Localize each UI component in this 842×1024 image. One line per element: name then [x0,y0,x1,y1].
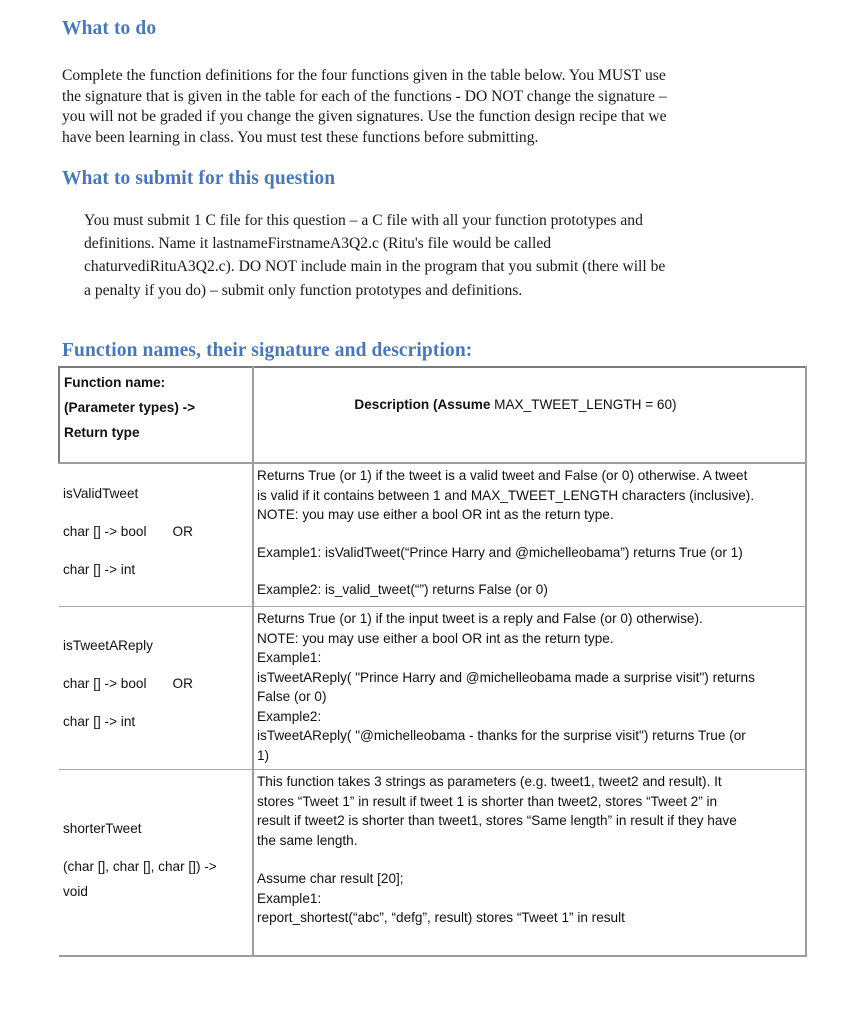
table-header-row [59,367,806,463]
header-label: Function name: [64,375,166,390]
description-line: Returns True (or 1) if the tweet is a valid tweet and False (or 0) otherwise. A tweet [257,468,748,483]
table-row [59,607,806,770]
paragraph-line: a penalty if you do) – submit only function prototypes and definitions. [84,281,523,299]
description-line: is valid if it contains between 1 and MAX_TWEET_LENGTH characters (inclusive). [257,487,755,503]
function-signature-cell [59,607,253,770]
description-line: NOTE: you may use either a bool OR int as the return type. [257,630,614,646]
description-line: Returns True (or 1) if the input tweet is a reply and False (or 0) otherwise). [257,611,703,626]
paragraph-line: You must submit 1 C file for this question – a C file with all your function prototypes and [84,212,643,229]
paragraph-line: the signature that is given in the table for each of the functions - DO NOT change the signature – [62,87,667,105]
signature: (char [], char [], char []) -> [63,859,217,874]
function-description-cell [253,770,806,957]
table-row [59,463,806,607]
signature: char [] -> int [63,562,136,577]
function-description-cell [253,607,806,770]
header-label: (Parameter types) -> [64,400,196,415]
header-cell-description [253,367,806,463]
paragraph-line: Complete the function definitions for the four functions given in the table below. You MUST use [62,67,666,84]
paragraph-line: you will not be graded if you change the given signatures. Use the function design recipe that we [62,108,667,126]
heading-what-to-do: What to do [62,18,157,39]
header-description-rest: MAX_TWEET_LENGTH = 60) [494,397,677,412]
function-name: shorterTweet [63,821,142,836]
function-description-cell [253,463,806,607]
what-to-do-paragraph [62,66,667,148]
signature-line [63,665,252,703]
function-signature-cell [59,463,253,607]
signature: char [] -> int [63,714,136,729]
description-line: stores “Tweet 1” in result if tweet 1 is shorter than tweet2, stores “Tweet 2” in [257,793,718,809]
paragraph-line: definitions. Name it lastnameFirstnameA3Q2.c (Ritu's file would be called [84,235,552,253]
example-line: Example1: isValidTweet(“Prince Harry and @michelleobama”) returns True (or 1) [257,544,743,560]
heading-function-names: Function names, their signature and description: [62,340,473,361]
description-line: Assume char result [20]; [257,871,404,886]
return-type: void [63,884,88,899]
description-line: 1) [257,747,270,763]
description-line: Example2: [257,708,322,724]
paragraph-line: chaturvediRituA3Q2.c). DO NOT include main in the program that you submit (there will be [84,258,666,276]
signature-line [63,513,252,551]
function-name: isTweetAReply [63,638,153,653]
description-line: Example1: [257,650,322,665]
signature: char [] -> bool [63,676,147,691]
header-label: Return type [64,425,140,440]
description-line: False (or 0) [257,689,327,704]
description-line: This function takes 3 strings as parameters (e.g. tweet1, tweet2 and result). It [257,774,722,789]
paragraph-line: have been learning in class. You must test these functions before submitting. [62,128,539,146]
header-description-bold: Description (Assume [354,397,495,412]
or-label: OR [172,676,193,691]
or-label: OR [172,524,193,539]
description-line: Example1: [257,890,322,906]
table-row [59,770,806,957]
example-line: Example2: is_valid_tweet(“”) returns False (or 0) [257,582,548,597]
description-line: isTweetAReply( "Prince Harry and @michelleobama made a surprise visit") returns [257,669,755,685]
description-line: result if tweet2 is shorter than tweet1, stores “Same length” in result if they have [257,813,737,828]
header-cell-function-name [59,367,253,463]
description-line: isTweetAReply( "@michelleobama - thanks for the surprise visit") returns True (or [257,728,746,743]
description-line: the same length. [257,832,358,848]
function-table [58,366,807,957]
what-to-submit-paragraph [84,209,665,302]
function-signature-cell [59,770,253,957]
description-line: NOTE: you may use either a bool OR int as the return type. [257,507,614,522]
signature: char [] -> bool [63,524,147,539]
description-line: report_shortest(“abc”, “defg”, result) stores “Tweet 1” in result [257,910,625,925]
function-name: isValidTweet [63,486,139,501]
heading-what-to-submit: What to submit for this question [62,168,336,189]
